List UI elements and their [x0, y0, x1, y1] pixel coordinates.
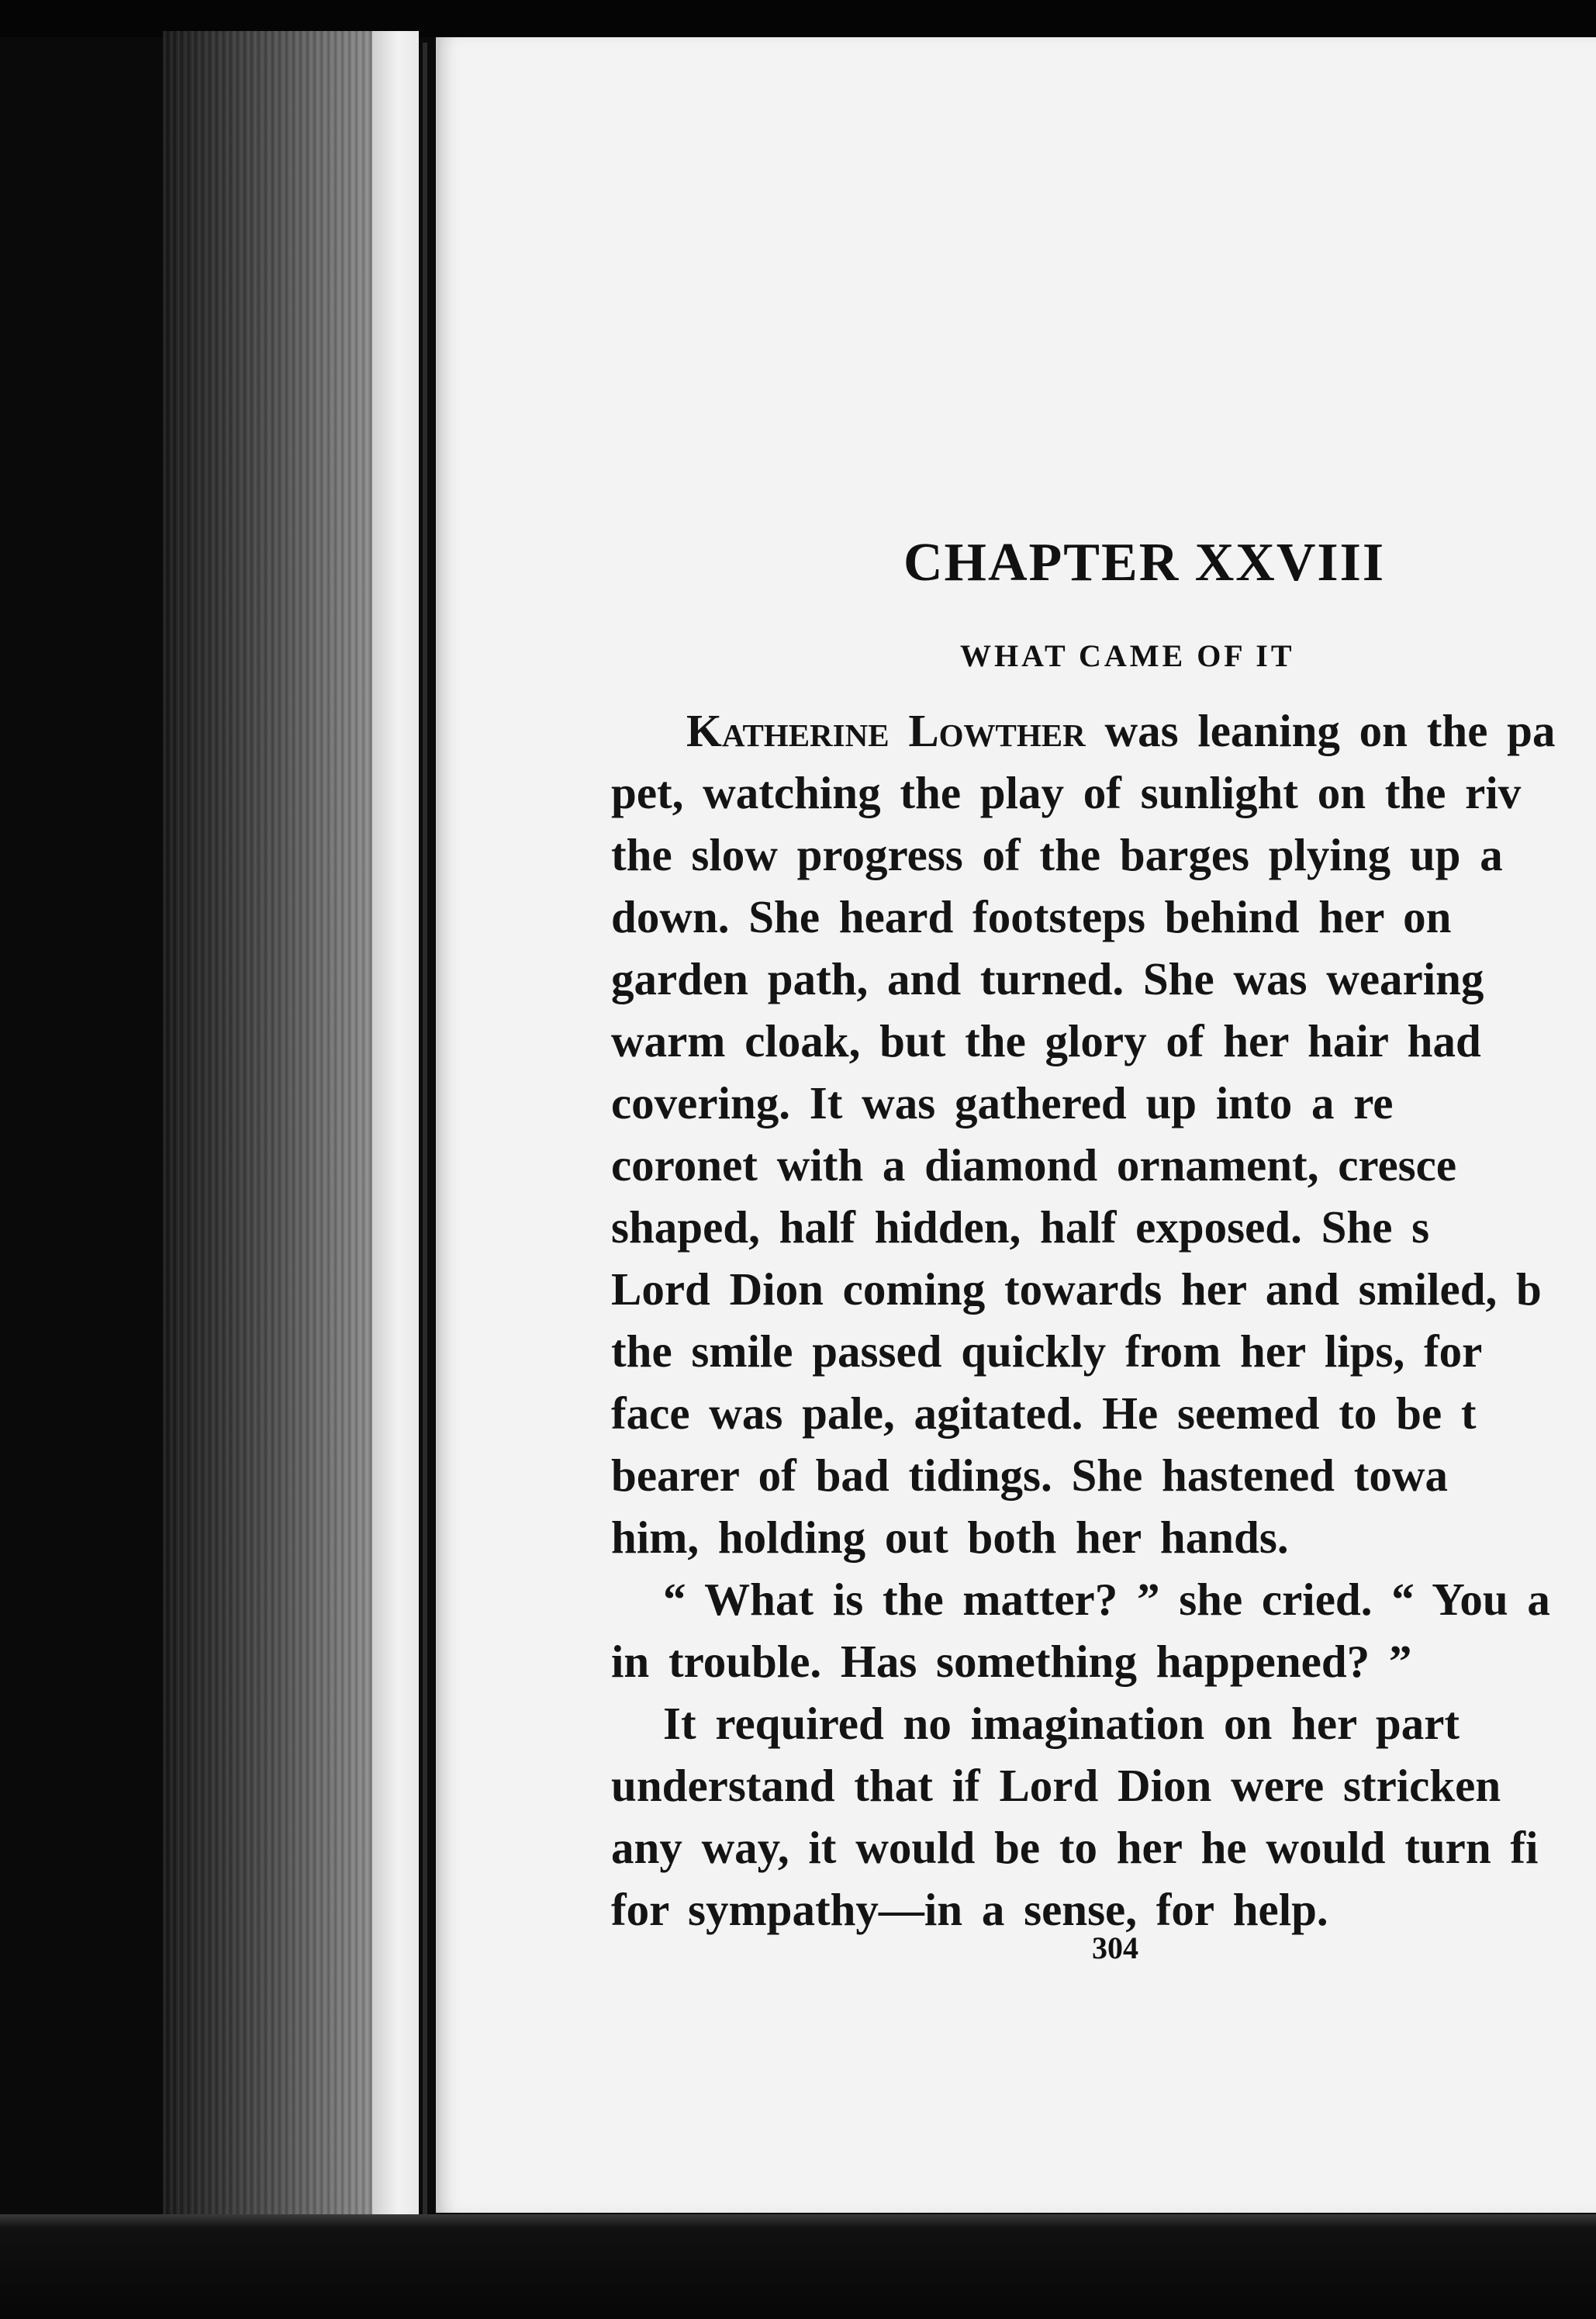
body-line-14: him, holding out both her hands.	[611, 1512, 1289, 1563]
body-line-12: face was pale, agitated. He seemed to be t	[611, 1388, 1477, 1439]
body-line-5: garden path, and turned. She was wearing	[611, 953, 1484, 1004]
page-gutter-shadow	[372, 31, 419, 2226]
body-line-3: the slow progress of the barges plying up a	[611, 829, 1503, 880]
body-line-17: It required no imagination on her part	[663, 1698, 1460, 1749]
body-line-1	[686, 704, 1555, 758]
page-number: 304	[1092, 1930, 1138, 1965]
body-line-1-text: was leaning on the pa	[1085, 705, 1556, 756]
page-margin-rule	[423, 43, 427, 2214]
body-line-8: coronet with a diamond ornament, cresce	[611, 1139, 1457, 1191]
body-line-18: understand that if Lord Dion were stricken	[611, 1760, 1501, 1811]
opening-name: Katherine Lowther	[686, 705, 1086, 756]
body-line-7: covering. It was gathered up into a re	[611, 1077, 1394, 1128]
body-line-16: in trouble. Has something happened? ”	[611, 1636, 1412, 1687]
scan-bottom-border	[0, 2214, 1596, 2319]
chapter-subtitle: WHAT CAME OF IT	[960, 638, 1295, 673]
body-line-10: Lord Dion coming towards her and smiled, b	[611, 1263, 1542, 1315]
body-line-20: for sympathy—in a sense, for help.	[611, 1884, 1328, 1935]
body-line-2: pet, watching the play of sunlight on the riv	[611, 767, 1522, 818]
chapter-title: CHAPTER XXVIII	[903, 533, 1386, 593]
body-line-6: warm cloak, but the glory of her hair had	[611, 1015, 1481, 1066]
body-line-11: the smile passed quickly from her lips, for	[611, 1325, 1483, 1377]
body-line-15: “ What is the matter? ” she cried. “ You a	[663, 1574, 1550, 1625]
body-line-9: shaped, half hidden, half exposed. She s	[611, 1201, 1430, 1253]
body-line-19: any way, it would be to her he would turn fi	[611, 1822, 1539, 1873]
body-line-4: down. She heard footsteps behind her on	[611, 891, 1452, 942]
body-line-13: bearer of bad tidings. She hastened towa	[611, 1450, 1448, 1501]
